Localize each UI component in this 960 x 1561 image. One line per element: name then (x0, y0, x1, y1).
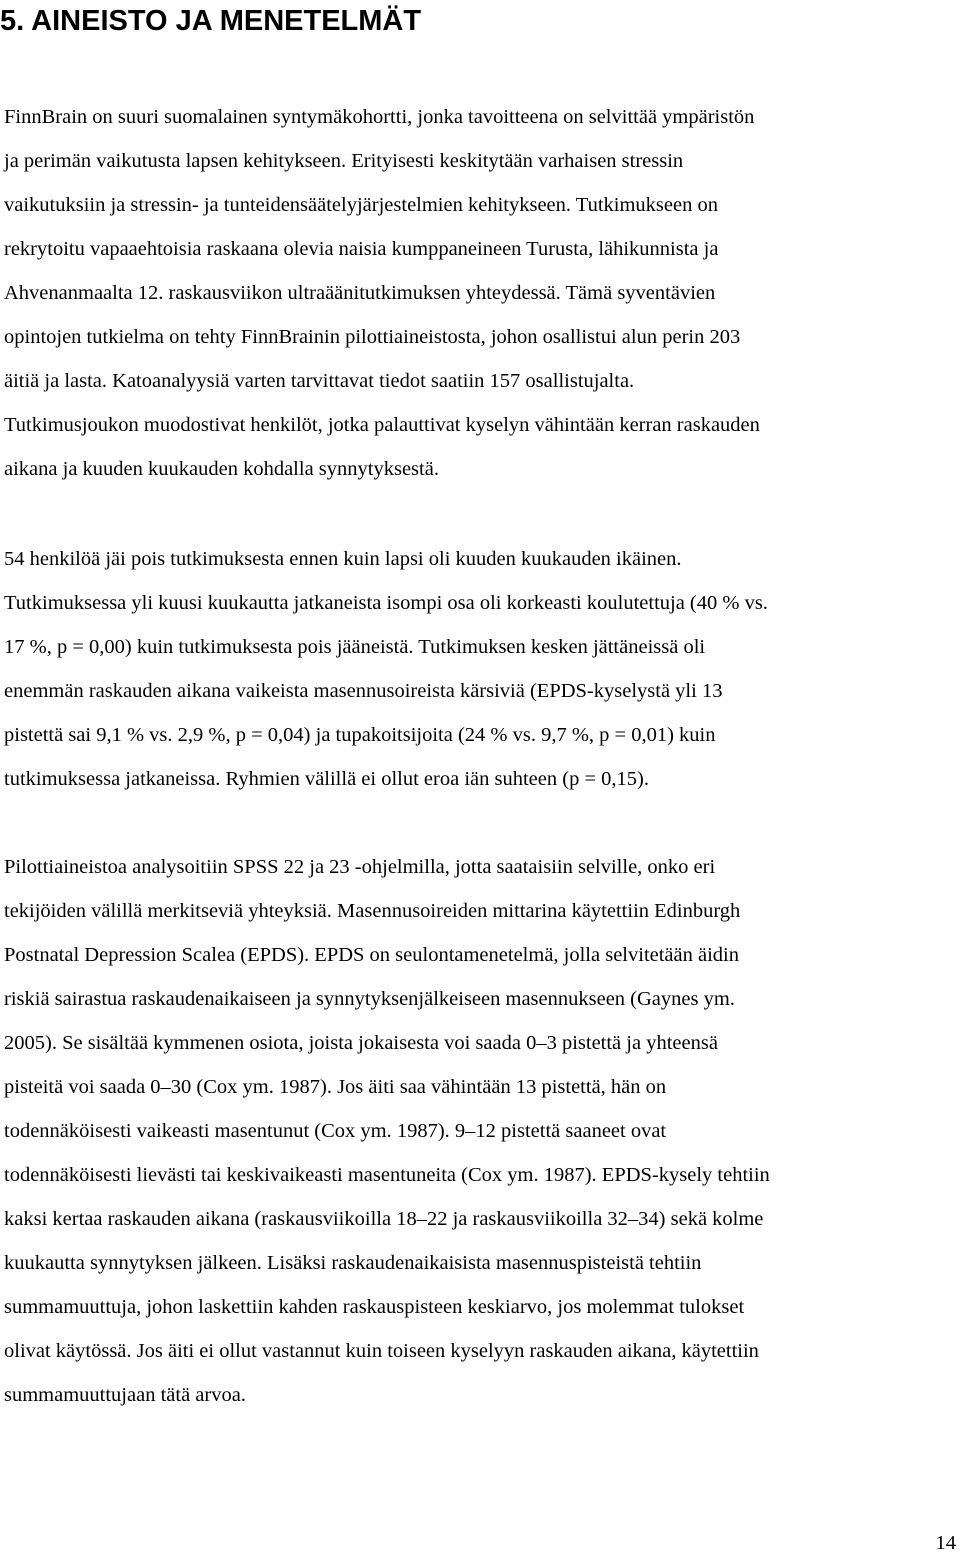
paragraph-cohort-description (4, 95, 956, 491)
text-line: riskiä sairastua raskaudenaikaiseen ja synnytyksenjälkeiseen masennukseen (Gaynes ym. (4, 988, 735, 1010)
text-line: summamuuttuja, johon laskettiin kahden raskauspisteen keskiarvo, jos molemmat tulokset (4, 1296, 745, 1318)
text-line: FinnBrain on suuri suomalainen syntymäkohortti, jonka tavoitteena on selvittää ympäristön (4, 106, 755, 128)
text-line: todennäköisesti vaikeasti masentunut (Cox ym. 1987). 9–12 pistettä saaneet ovat (4, 1120, 667, 1142)
text-line: äitiä ja lasta. Katoanalyysiä varten tarvittavat tiedot saatiin 157 osallistujalta. (4, 370, 635, 392)
paragraph-attrition-analysis (4, 537, 956, 801)
text-line: rekrytoitu vapaaehtoisia raskaana olevia naisia kumppaneineen Turusta, lähikunnista ja (4, 238, 719, 260)
text-line: kuukautta synnytyksen jälkeen. Lisäksi raskaudenaikaisista masennuspisteistä tehtiin (4, 1252, 702, 1274)
text-line: ja perimän vaikutusta lapsen kehitykseen. Erityisesti keskitytään varhaisen stressin (4, 150, 684, 172)
text-line: 17 %, p = 0,00) kuin tutkimuksesta pois jääneistä. Tutkimuksen kesken jättäneissä oli (4, 636, 706, 658)
text-line: todennäköisesti lievästi tai keskivaikeasti masentuneita (Cox ym. 1987). EPDS-kysely tehtiin (4, 1164, 770, 1186)
text-line: kaksi kertaa raskauden aikana (raskausviikoilla 18–22 ja raskausviikoilla 32–34) sekä kolme (4, 1208, 764, 1230)
text-line: aikana ja kuuden kuukauden kohdalla synnytyksestä. (4, 458, 439, 480)
text-line: Tutkimusjoukon muodostivat henkilöt, jotka palauttivat kyselyn vähintään kerran raskauden (4, 414, 760, 436)
text-line: Ahvenanmaalta 12. raskausviikon ultraäänitutkimuksen yhteydessä. Tämä syventävien (4, 282, 716, 304)
paragraph-methods-epds (4, 845, 956, 1417)
text-line: vaikutuksiin ja stressin- ja tunteidensäätelyjärjestelmien kehitykseen. Tutkimukseen on (4, 194, 718, 216)
text-line: Postnatal Depression Scalea (EPDS). EPDS on seulontamenetelmä, jolla selvitetään äidin (4, 944, 739, 966)
text-line: enemmän raskauden aikana vaikeista masennusoireista kärsiviä (EPDS-kyselystä yli 13 (4, 680, 723, 702)
text-line: olivat käytössä. Jos äiti ei ollut vastannut kuin toiseen kyselyyn raskauden aikana, käytettiin (4, 1340, 759, 1362)
page-number: 14 (935, 1532, 956, 1554)
text-line: tekijöiden välillä merkitseviä yhteyksiä. Masennusoireiden mittarina käytettiin Edinburgh (4, 900, 741, 922)
text-line: Pilottiaineistoa analysoitiin SPSS 22 ja 23 -ohjelmilla, jotta saataisiin selville, onko eri (4, 856, 716, 878)
text-line: 2005). Se sisältää kymmenen osiota, joista jokaisesta voi saada 0–3 pistettä ja yhteensä (4, 1032, 718, 1054)
text-line: pisteitä voi saada 0–30 (Cox ym. 1987). Jos äiti saa vähintään 13 pistettä, hän on (4, 1076, 667, 1098)
text-line: opintojen tutkielma on tehty FinnBrainin pilottiaineistosta, johon osallistui alun perin 203 (4, 326, 741, 348)
text-line: 54 henkilöä jäi pois tutkimuksesta ennen kuin lapsi oli kuuden kuukauden ikäinen. (4, 548, 682, 570)
text-line: pistettä sai 9,1 % vs. 2,9 %, p = 0,04) ja tupakoitsijoita (24 % vs. 9,7 %, p = 0,01) kuin (4, 724, 716, 746)
text-line: tutkimuksessa jatkaneissa. Ryhmien välillä ei ollut eroa iän suhteen (p = 0,15). (4, 768, 649, 790)
text-line: summamuuttujaan tätä arvoa. (4, 1384, 246, 1406)
text-line: Tutkimuksessa yli kuusi kuukautta jatkaneista isompi osa oli korkeasti koulutettuja (40 % vs. (4, 592, 768, 614)
section-heading: 5. AINEISTO JA MENETELMÄT (0, 5, 422, 37)
